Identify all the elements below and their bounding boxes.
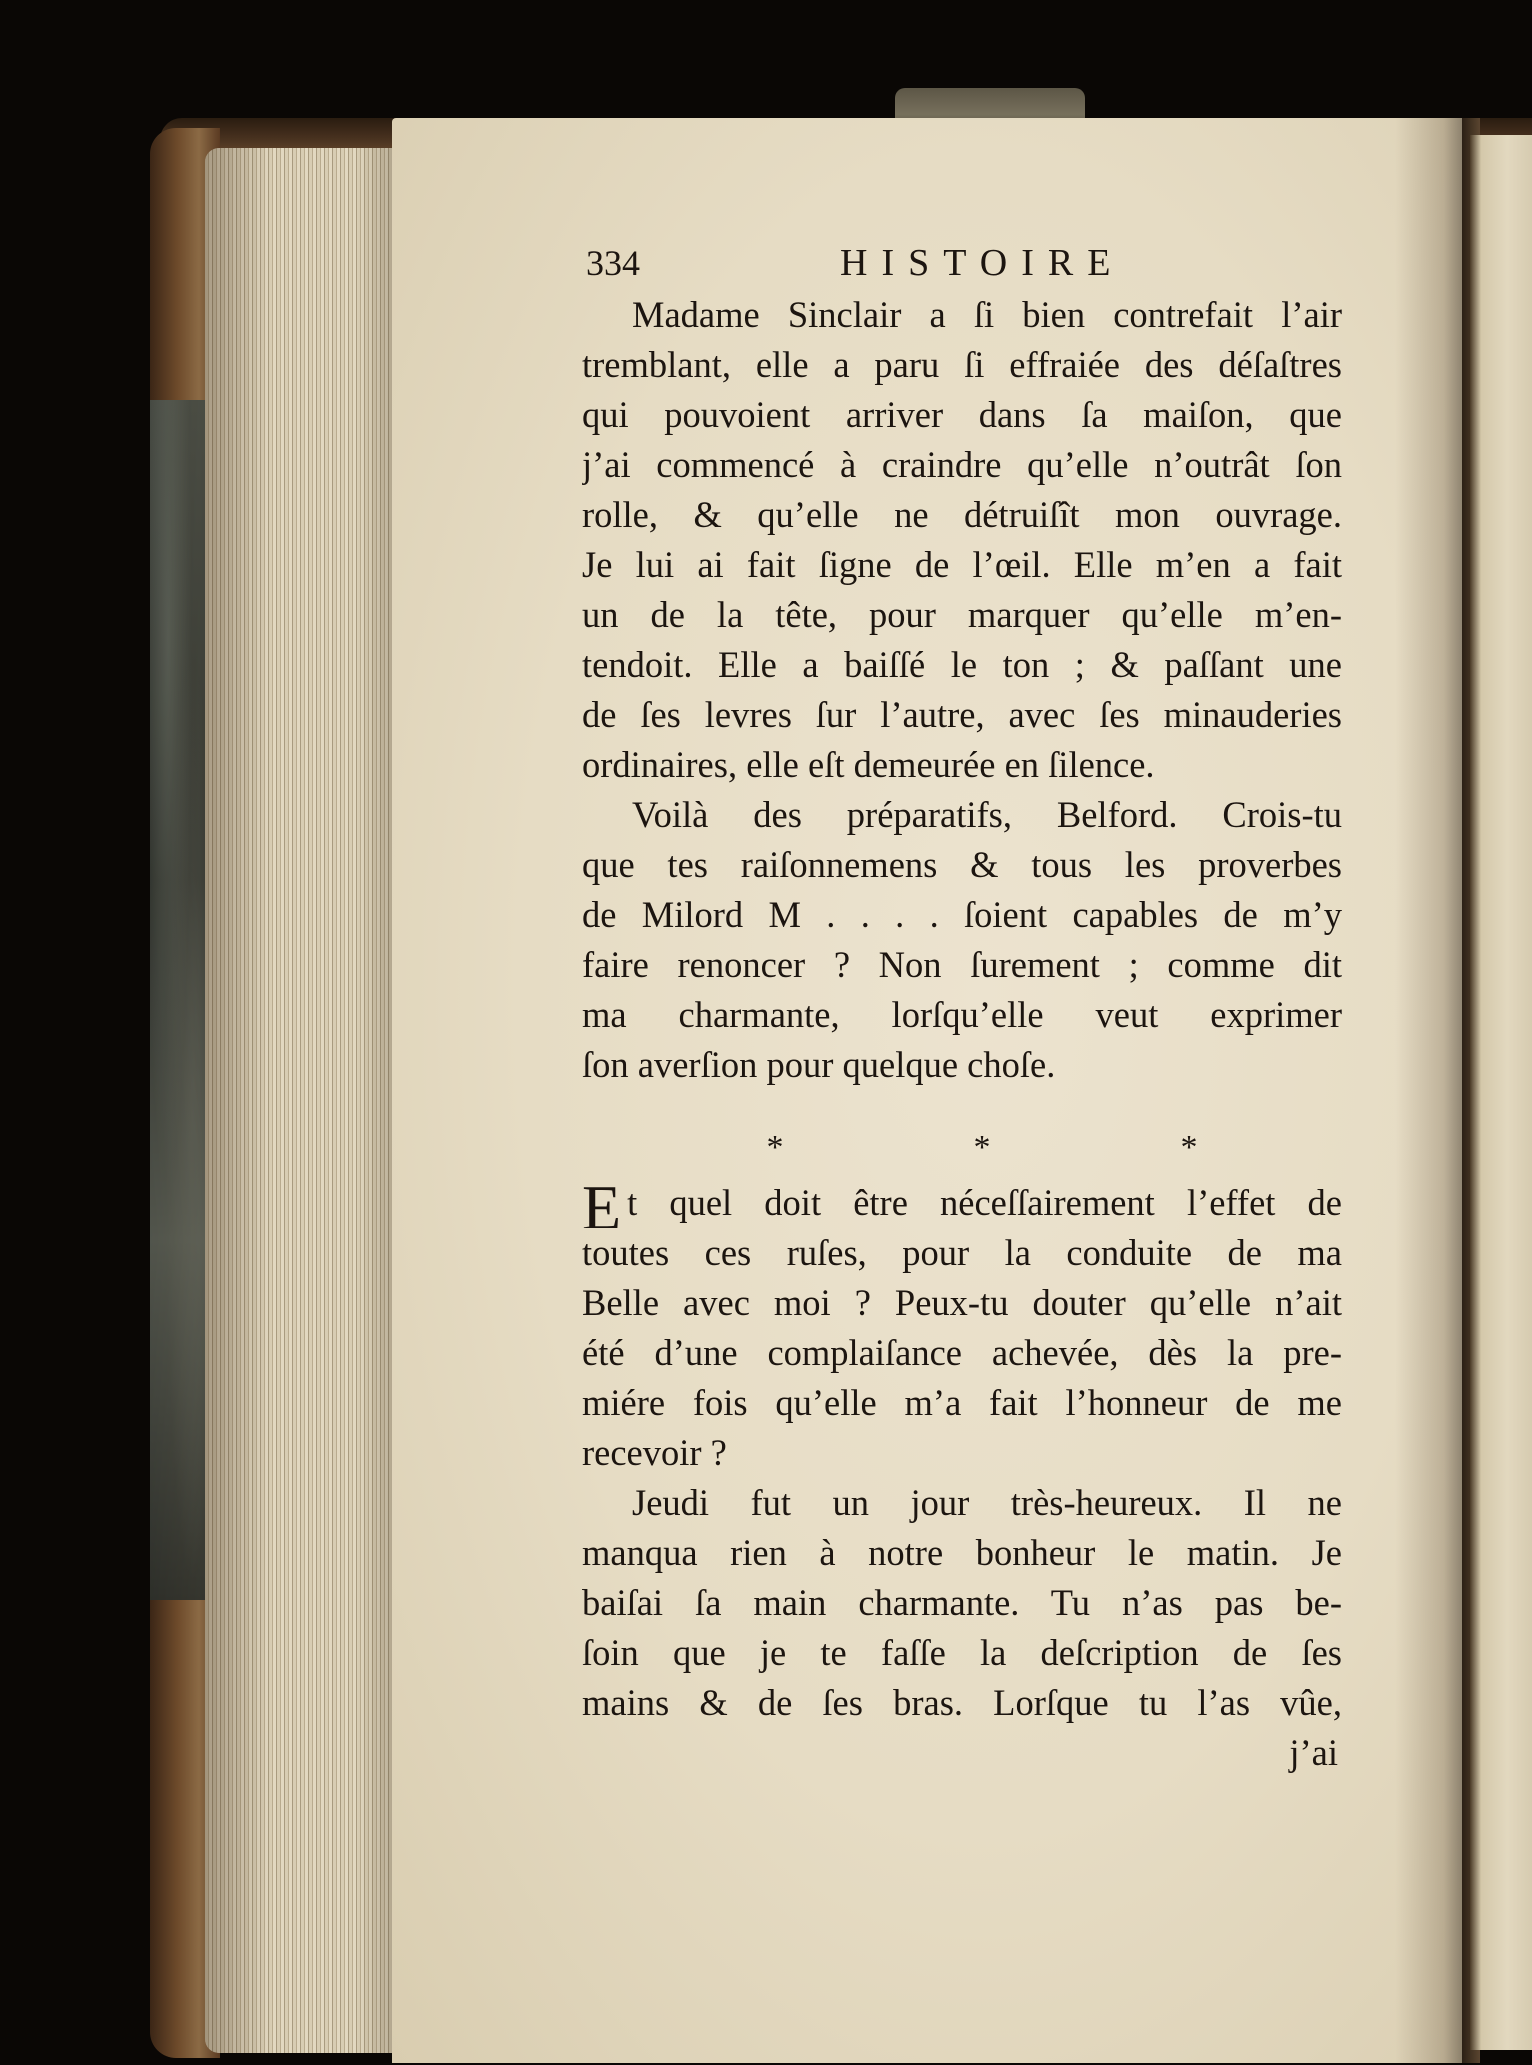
text-line: tremblant, elle a paru ſi effraiée des déſaſtres [582,344,1342,385]
text-line: Belle avec moi ? Peux-tu douter qu’elle n’ait [582,1282,1342,1323]
text-line: faire renoncer ? Non ſurement ; comme dit [582,944,1342,985]
facing-page-edge [1470,135,1532,2050]
text-line: ordinaires, elle eſt demeurée en ſilence. [582,744,1155,785]
text-line: baiſai ſa main charmante. Tu n’as pas be- [582,1582,1342,1623]
text-line: qui pouvoient arriver dans ſa maiſon, que [582,394,1342,435]
section-separator [582,1118,1342,1178]
marbled-cover-panel [150,400,210,1600]
separator-star: * [1180,1129,1198,1166]
text-line: ma charmante, lorſqu’elle veut exprimer [582,994,1342,1035]
catchword: j’ai [1289,1732,1338,1773]
text-line: Voilà des préparatifs, Belford. Crois-tu [632,794,1342,835]
page-gutter-shadow [1395,118,1470,2063]
running-title: HISTOIRE [840,242,1125,284]
text-line: Madame Sinclair a ſi bien contrefait l’air [632,294,1342,335]
text-line: de ſes levres ſur l’autre, avec ſes minauderies [582,694,1342,735]
text-line: toutes ces ruſes, pour la conduite de ma [582,1232,1342,1273]
page-edges-shadow [205,148,395,2053]
text-line: miére fois qu’elle m’a fait l’honneur de me [582,1382,1342,1423]
drop-cap-line-rest: t quel doit être néceſſairement l’effet de [627,1182,1342,1223]
drop-cap: E [582,1178,622,1228]
section-paragraph [582,1178,1342,1478]
text-line: que tes raiſonnemens & tous les proverbes [582,844,1342,885]
text-line: un de la tête, pour marquer qu’elle m’en- [582,594,1342,635]
text-line: recevoir ? [582,1432,727,1473]
text-line: tendoit. Elle a baiſſé le ton ; & paſſant une [582,644,1342,685]
text-block [582,238,1342,1778]
separator-star: * [973,1129,991,1166]
text-line-drop-cap [582,1178,1342,1228]
paragraph-final [582,1478,1342,1728]
text-line: été d’une complaiſance achevée, dès la pre- [582,1332,1342,1373]
paragraph-2 [582,790,1342,1090]
page-number: 334 [586,243,640,283]
text-line: de Milord M . . . . ſoient capables de m’y [582,894,1342,935]
text-line: manqua rien à notre bonheur le matin. Je [582,1532,1342,1573]
separator-star: * [766,1129,784,1166]
text-line: ſon averſion pour quelque choſe. [582,1044,1056,1085]
running-head [582,238,1342,288]
paragraph-1 [582,290,1342,790]
text-line: Je lui ai fait ſigne de l’œil. Elle m’en a fait [582,544,1342,585]
text-line: j’ai commencé à craindre qu’elle n’outrât ſon [582,444,1342,485]
text-line: Jeudi fut un jour très-heureux. Il ne [632,1482,1342,1523]
text-line: rolle, & qu’elle ne détruiſît mon ouvrage. [582,494,1342,535]
text-line: mains & de ſes bras. Lorſque tu l’as vûe, [582,1682,1342,1723]
text-line: ſoin que je te faſſe la deſcription de ſes [582,1632,1342,1673]
